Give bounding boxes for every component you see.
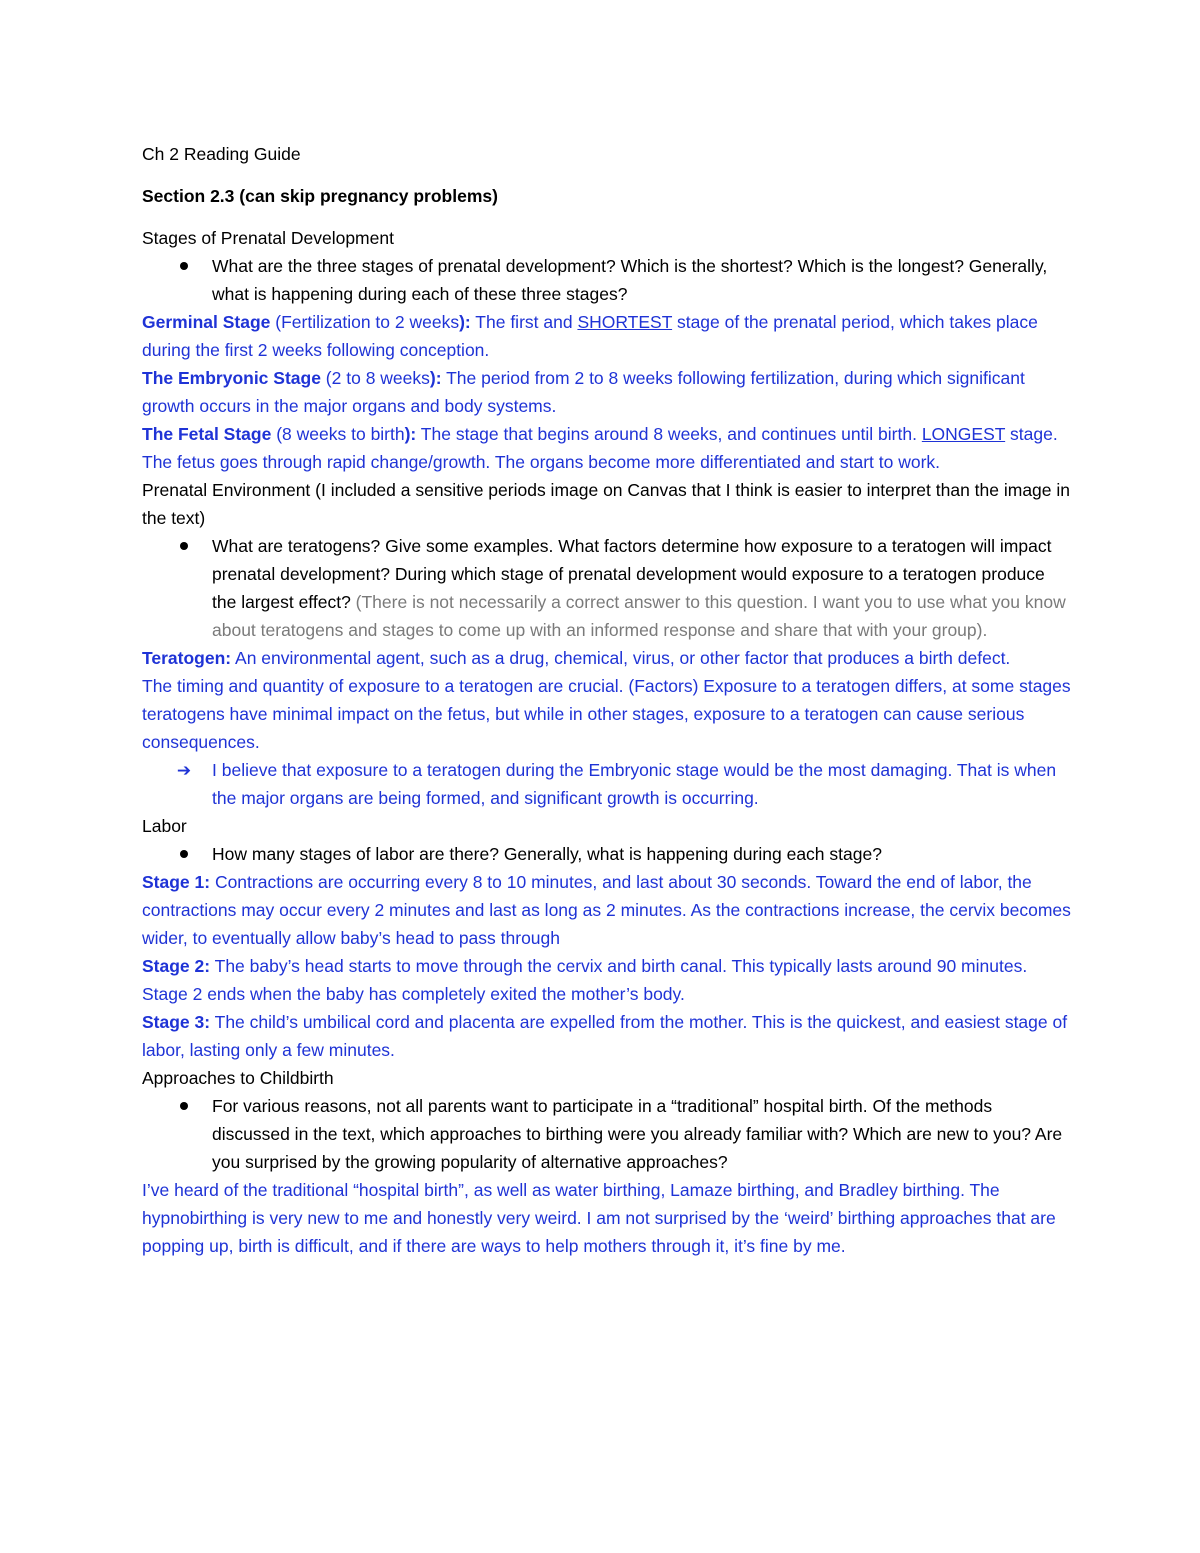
document-page [142, 140, 1072, 1260]
labor-question [142, 840, 1072, 868]
germinal-stage-range: Fertilization to 2 weeks [281, 312, 460, 332]
environment-question-note: (There is not necessarily a correct answer to this question. I want you to use what you know about teratogens and stages to come up with an informed response and share that with your group). [212, 592, 1066, 640]
germinal-emphasis: SHORTEST [577, 312, 673, 332]
labor-stage-3-label: Stage 3: [142, 1012, 211, 1032]
fetal-paren-open: ( [271, 424, 283, 444]
embryonic-stage-label: The Embryonic Stage [142, 368, 321, 388]
section-heading: Section 2.3 (can skip pregnancy problems) [142, 186, 498, 206]
childbirth-heading: Approaches to Childbirth [142, 1068, 334, 1088]
fetal-emphasis: LONGEST [921, 424, 1006, 444]
childbirth-answer: I’ve heard of the traditional “hospital birth”, as well as water birthing, Lamaze birthing, and Bradley birthing. The hypnobirthing is very new to me and honestly very weird. I am not surprised by the ‘weird’ birthing approaches that are popping up, birth is difficult, and if there are ways to help mothers through it, it’s fine by me. [142, 1180, 1056, 1256]
stages-heading: Stages of Prenatal Development [142, 228, 394, 248]
labor-stage-1-label: Stage 1: [142, 872, 211, 892]
fetal-text-a: The stage that begins around 8 weeks, and continues until birth. [416, 424, 922, 444]
right-arrow-icon: ➔ [176, 761, 192, 780]
childbirth-question [142, 1092, 1072, 1176]
embryonic-paren-open: ( [320, 368, 332, 388]
fetal-stage-answer [142, 420, 1072, 476]
environment-question [142, 532, 1072, 644]
teratogen-definition [142, 644, 1072, 672]
bullet-dot-icon [174, 252, 194, 280]
embryonic-stage-range: 2 to 8 weeks [331, 368, 430, 388]
environment-question-text: What are teratogens? Give some examples. What factors determine how exposure to a teratogen will impact prenatal development? During which stage of prenatal development would exposure to a teratogen produce the largest effect? [212, 536, 1052, 612]
labor-stage-2-label: Stage 2: [142, 956, 211, 976]
bullet-dot-icon [174, 1092, 194, 1120]
labor-question-text: How many stages of labor are there? Generally, what is happening during each stage? [212, 844, 882, 864]
germinal-text-a: The first and [470, 312, 578, 332]
germinal-paren-close: ): [459, 312, 471, 332]
teratogen-label: Teratogen: [142, 648, 232, 668]
fetal-stage-range: 8 weeks to birth [282, 424, 405, 444]
labor-stage-1 [142, 868, 1072, 952]
teratogen-belief [142, 756, 1072, 812]
teratogen-text: An environmental agent, such as a drug, chemical, virus, or other factor that produces a birth defect. [231, 648, 1011, 668]
labor-heading: Labor [142, 816, 187, 836]
labor-stage-3-text: The child’s umbilical cord and placenta are expelled from the mother. This is the quickest, and easiest stage of labor, lasting only a few minutes. [142, 1012, 1068, 1060]
stages-question [142, 252, 1072, 308]
stages-question-text: What are the three stages of prenatal development? Which is the shortest? Which is the longest? Generally, what is happening during each of these three stages? [212, 256, 1048, 304]
bullet-dot-icon [174, 532, 194, 560]
embryonic-paren-close: ): [429, 368, 442, 388]
fetal-text-b: stage. The fetus goes through rapid change/growth. The organs become more differentiated and start to work. [142, 424, 1058, 472]
germinal-stage-answer [142, 308, 1072, 364]
labor-stage-2 [142, 952, 1072, 1008]
labor-stage-1-text: Contractions are occurring every 8 to 10 minutes, and last about 30 seconds. Toward the end of labor, the contractions may occur every 2 minutes and last as long as 2 minutes. As the contractions increase, the cervix becomes wider, to eventually allow baby’s head to pass through [142, 872, 1071, 948]
fetal-paren-close: ): [404, 424, 417, 444]
document-title: Ch 2 Reading Guide [142, 144, 301, 164]
fetal-stage-label: The Fetal Stage [142, 424, 272, 444]
bullet-dot-icon [174, 840, 194, 868]
environment-heading: Prenatal Environment (I included a sensitive periods image on Canvas that I think is easier to interpret than the image in the text) [142, 480, 1071, 528]
labor-stage-3 [142, 1008, 1072, 1064]
childbirth-question-text: For various reasons, not all parents want to participate in a “traditional” hospital birth. Of the methods discussed in the text, which approaches to birthing were you already familiar with? Which are new to you? Are you surprised by the growing popularity of alternative approaches? [212, 1096, 1063, 1172]
embryonic-text: The period from 2 to 8 weeks following fertilization, during which significant growth occurs in the major organs and body systems. [142, 368, 1025, 416]
germinal-stage-label: Germinal Stage [142, 312, 271, 332]
teratogen-factors: The timing and quantity of exposure to a teratogen are crucial. (Factors) Exposure to a teratogen differs, at some stages teratogens have minimal impact on the fetus, but while in other stages, exposure to a teratogen can cause serious consequences. [142, 676, 1071, 752]
labor-stage-2-text: The baby’s head starts to move through the cervix and birth canal. This typically lasts around 90 minutes. Stage 2 ends when the baby has completely exited the mother’s body. [142, 956, 1028, 1004]
teratogen-belief-text: I believe that exposure to a teratogen during the Embryonic stage would be the most damaging. That is when the major organs are being formed, and significant growth is occurring. [212, 760, 1057, 808]
embryonic-stage-answer [142, 364, 1072, 420]
germinal-text-b: stage of the prenatal period, which takes place during the first 2 weeks following conception. [142, 312, 1038, 360]
germinal-paren-open: ( [270, 312, 282, 332]
